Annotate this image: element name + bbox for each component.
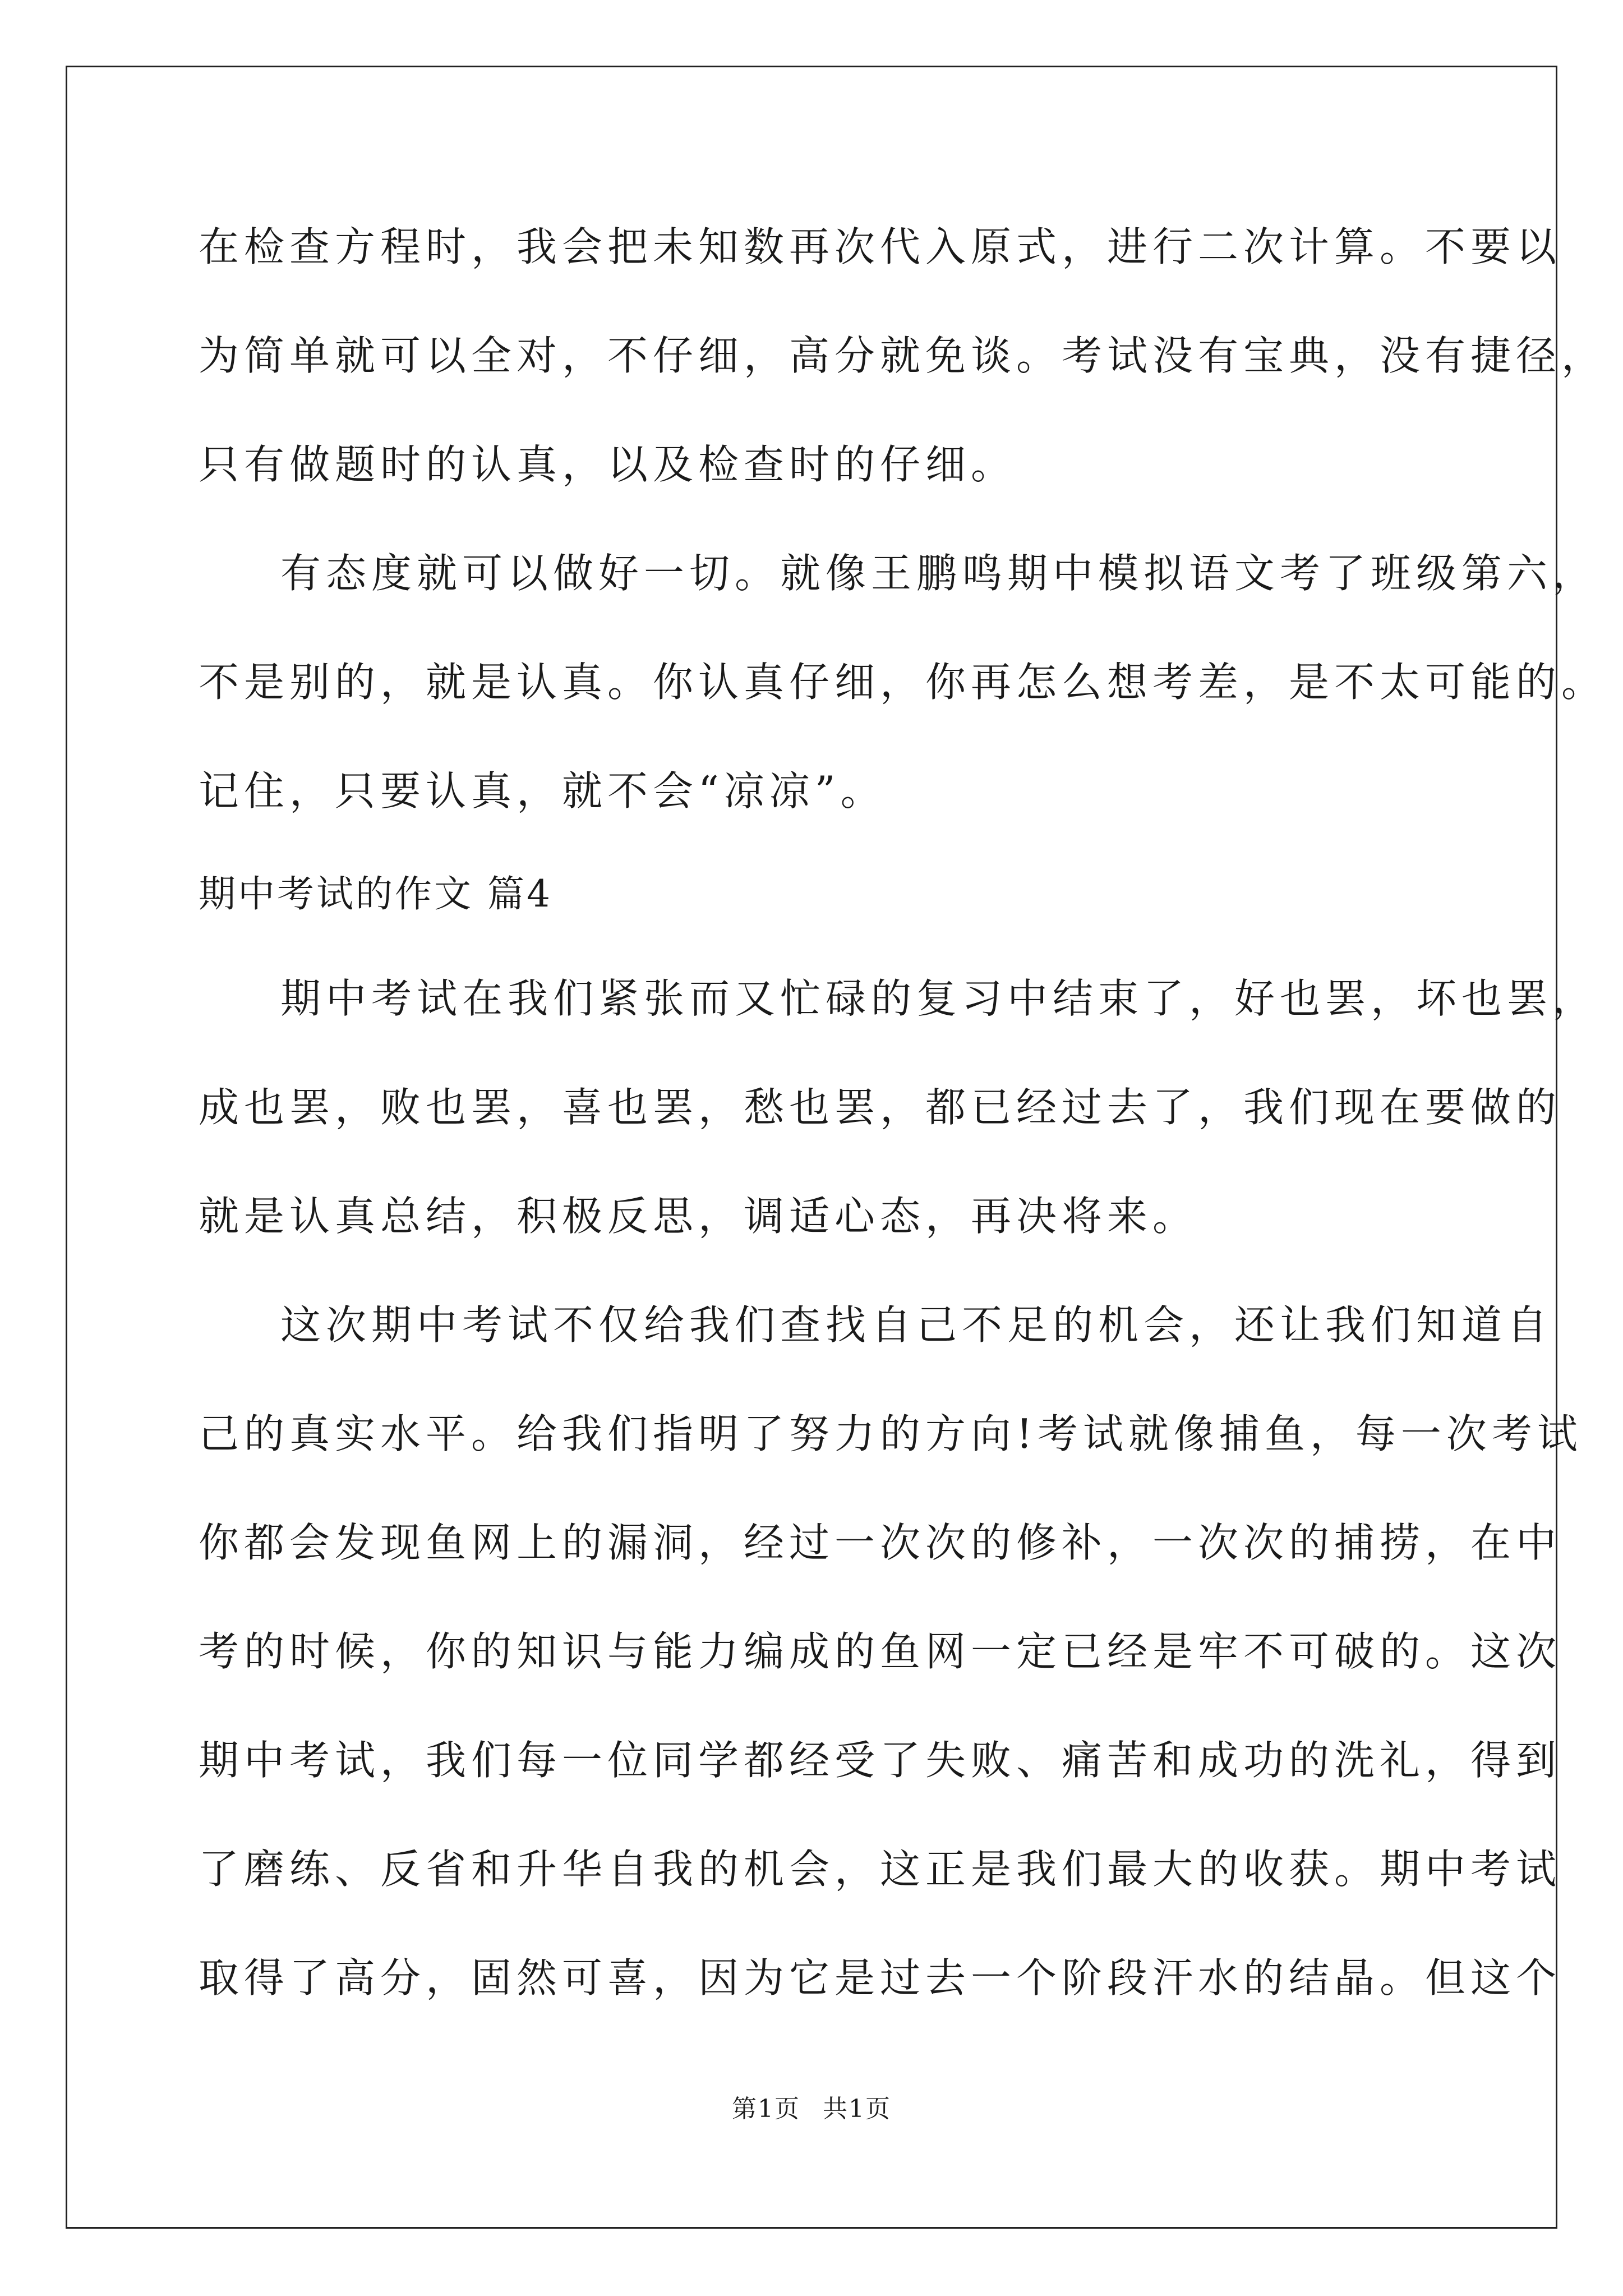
paragraph-line: 有态度就可以做好一切。就像王鹏鸣期中模拟语文考了班级第六， (280, 550, 1598, 597)
paragraph-line: 期中考试，我们每一位同学都经受了失败、痛苦和成功的洗礼，得到 (199, 1737, 1562, 1784)
paragraph-line: 了磨练、反省和升华自我的机会，这正是我们最大的收获。期中考试 (199, 1846, 1562, 1893)
paragraph-line: 你都会发现鱼网上的漏洞，经过一次次的修补，一次次的捕捞，在中 (199, 1519, 1562, 1566)
paragraph-line: 考的时候，你的知识与能力编成的鱼网一定已经是牢不可破的。这次 (199, 1628, 1562, 1675)
paragraph-line: 这次期中考试不仅给我们查找自己不足的机会，还让我们知道自 (280, 1301, 1553, 1349)
paragraph-line: 不是别的，就是认真。你认真仔细，你再怎么想考差，是不太可能的。 (199, 659, 1607, 706)
paragraph-line: 只有做题时的认真，以及检查时的仔细。 (199, 441, 1017, 488)
page-number: 第1页 (732, 2095, 800, 2123)
page-total: 共1页 (823, 2095, 891, 2123)
paragraph-line: 成也罢，败也罢，喜也罢，愁也罢，都已经过去了，我们现在要做的 (199, 1084, 1562, 1131)
page-footer (0, 2092, 1623, 2126)
paragraph-line: 己的真实水平。给我们指明了努力的方向!考试就像捕鱼，每一次考试 (199, 1410, 1583, 1457)
section-heading: 期中考试的作文 篇4 (199, 872, 552, 915)
paragraph-line: 记住，只要认真，就不会“凉凉”。 (199, 767, 886, 815)
paragraph-line: 为简单就可以全对，不仔细，高分就免谈。考试没有宝典，没有捷径， (199, 332, 1607, 379)
paragraph-line: 在检查方程时，我会把未知数再次代入原式，进行二次计算。不要以 (199, 223, 1562, 270)
page-border (66, 66, 1557, 2229)
paragraph-line: 取得了高分，固然可喜，因为它是过去一个阶段汗水的结晶。但这个 (199, 1954, 1562, 2001)
paragraph-line: 期中考试在我们紧张而又忙碌的复习中结束了，好也罢，坏也罢， (280, 975, 1598, 1022)
paragraph-line: 就是认真总结，积极反思，调适心态，再决将来。 (199, 1193, 1198, 1240)
